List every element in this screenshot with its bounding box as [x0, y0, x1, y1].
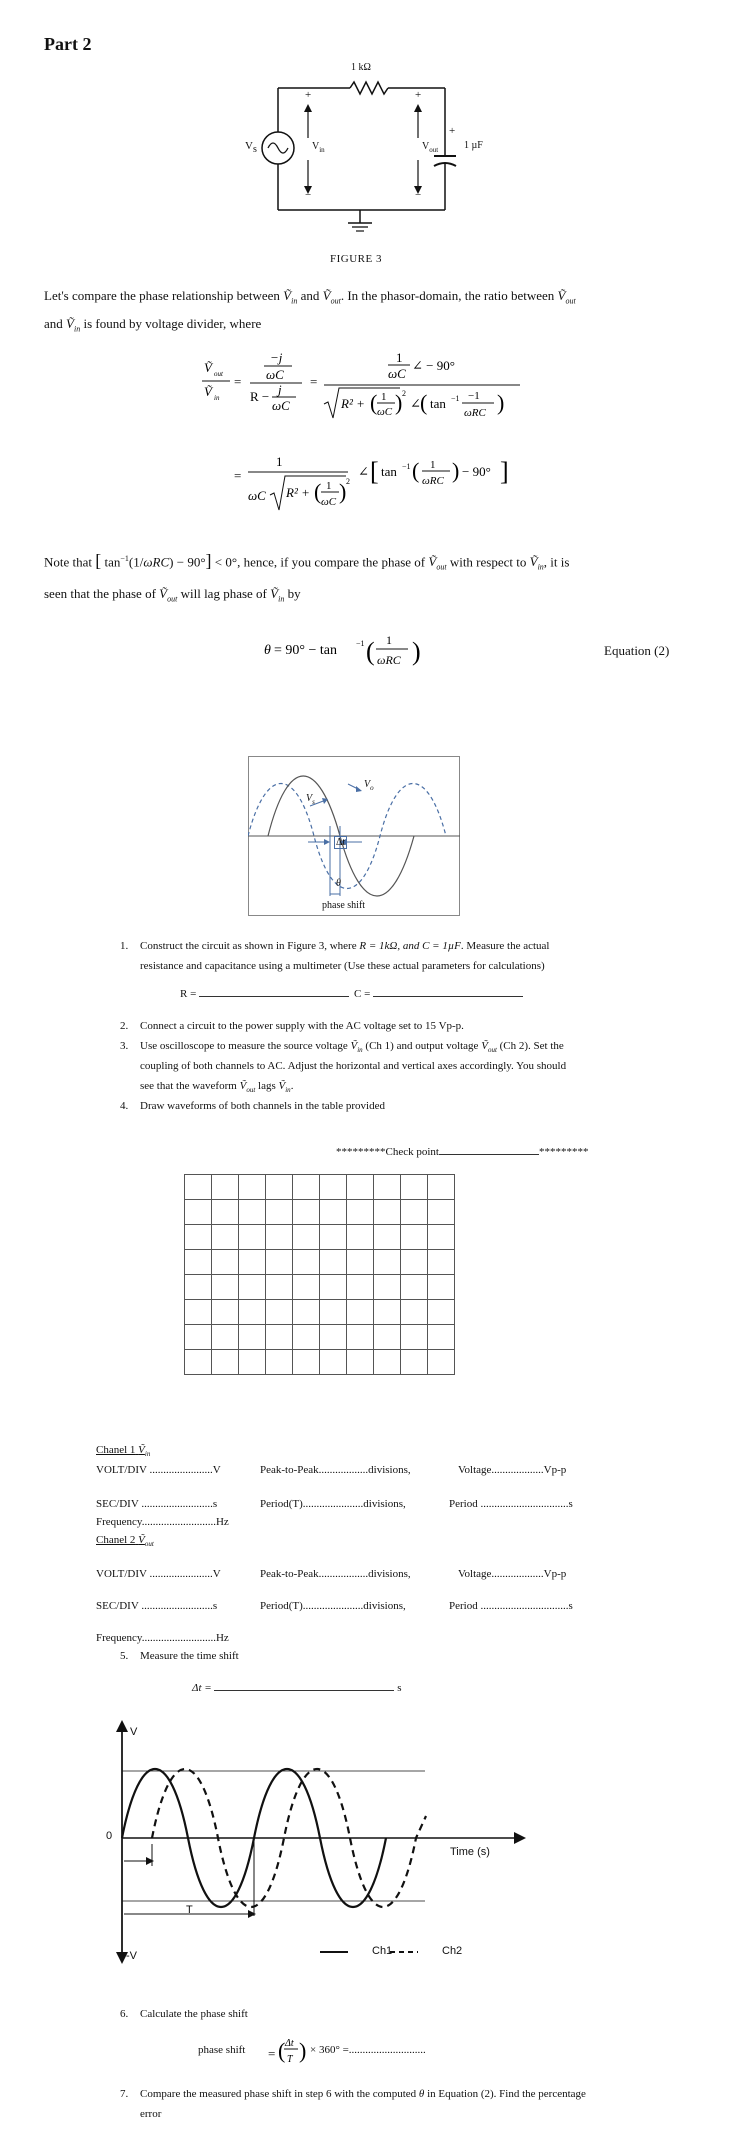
resistor-label: 1 kΩ	[351, 62, 371, 73]
figure-caption: FIGURE 3	[330, 253, 382, 265]
grid-cell[interactable]	[347, 1225, 374, 1250]
step-7-line-2: error	[140, 2108, 162, 2120]
c-measure-field: C =	[354, 984, 523, 1004]
diagram-phase-shift-label: phase shift	[322, 900, 366, 911]
step-3-line-1: Use oscilloscope to measure the source voltage Ṽ$_{in}$ (Ch 1) and output voltage Ṽ$_{out}$ (Ch 2). Set the	[140, 1040, 564, 1055]
grid-cell[interactable]	[293, 1300, 320, 1325]
svg-text:T: T	[287, 2054, 293, 2065]
vin-minus: −	[305, 189, 312, 201]
svg-text:[: [	[370, 457, 379, 486]
grid-cell[interactable]	[239, 1275, 266, 1300]
step-6-text: Calculate the phase shift	[140, 2008, 248, 2020]
theta-equation	[262, 622, 432, 678]
grid-cell[interactable]	[185, 1200, 212, 1225]
step-5-text: Measure the time shift	[140, 1650, 239, 1662]
step-4-number: 4.	[120, 1100, 129, 1112]
svg-text:): )	[452, 458, 460, 483]
svg-text:(: (	[278, 2038, 286, 2063]
svg-text:−j: −j	[270, 350, 283, 365]
grid-cell[interactable]	[374, 1275, 401, 1300]
grid-cell[interactable]	[266, 1250, 293, 1275]
grid-cell[interactable]	[320, 1325, 347, 1350]
svg-text:1: 1	[276, 454, 283, 469]
grid-cell[interactable]	[266, 1225, 293, 1250]
legend-ch1: Ch1	[372, 1945, 393, 1957]
graph-v-top: V	[130, 1726, 138, 1738]
svg-text:1: 1	[381, 391, 387, 403]
svg-text:ωC: ωC	[377, 406, 393, 418]
svg-text:=: =	[310, 374, 318, 389]
capacitor-label: 1 µF	[464, 140, 483, 151]
svg-text:= 90° − tan: = 90° − tan	[274, 643, 337, 658]
grid-row	[185, 1175, 455, 1200]
step-3-line-2: coupling of both channels to AC. Adjust the horizontal and vertical axes accordingly. You should	[140, 1060, 567, 1072]
grid-cell[interactable]	[401, 1275, 428, 1300]
vs-label: $V_s$	[245, 140, 257, 156]
svg-text:ωC: ωC	[321, 496, 337, 508]
grid-cell[interactable]	[293, 1175, 320, 1200]
svg-text:in: in	[214, 394, 220, 402]
step-2-text: Connect a circuit to the power supply with the AC voltage set to 15 Vp-p.	[140, 1020, 464, 1032]
svg-text:ωC: ωC	[266, 367, 284, 382]
graph-zero: 0	[106, 1830, 113, 1842]
ch1-voltage: Voltage...................Vp-p	[458, 1464, 567, 1476]
grid-row	[185, 1325, 455, 1350]
svg-text:): )	[395, 390, 403, 415]
grid-row	[185, 1250, 455, 1275]
step-2-number: 2.	[120, 1020, 129, 1032]
grid-cell[interactable]	[374, 1225, 401, 1250]
grid-cell[interactable]	[185, 1325, 212, 1350]
svg-text:1: 1	[326, 480, 332, 492]
ch2-voltage: Voltage...................Vp-p	[458, 1568, 567, 1580]
svg-text:=: =	[268, 2046, 276, 2061]
step-6-number: 6.	[120, 2008, 129, 2020]
svg-text:tan: tan	[430, 396, 446, 411]
svg-text:ωC: ωC	[248, 488, 266, 503]
svg-text:R² +: R² +	[341, 396, 365, 411]
grid-cell[interactable]	[212, 1325, 239, 1350]
grid-row	[185, 1300, 455, 1325]
svg-text:Ṽ: Ṽ	[204, 384, 212, 399]
grid-cell[interactable]	[266, 1275, 293, 1300]
grid-cell[interactable]	[293, 1225, 320, 1250]
grid-cell[interactable]	[212, 1200, 239, 1225]
r-measure-field: R =	[180, 984, 349, 1004]
grid-cell[interactable]	[401, 1250, 428, 1275]
svg-text:1: 1	[396, 350, 403, 365]
waveform-graph	[100, 1716, 540, 1966]
svg-text:∠: ∠	[410, 396, 421, 411]
grid-cell[interactable]	[320, 1200, 347, 1225]
grid-cell[interactable]	[185, 1350, 212, 1375]
ch1-frequency: Frequency...........................Hz	[96, 1516, 229, 1528]
phase-shift-formula-tail: × 360° =............................	[310, 2044, 426, 2056]
svg-text:): )	[412, 637, 421, 666]
ch1-period-divisions: Period(T)......................divisions,	[260, 1498, 406, 1510]
channel-2-title: Chanel 2 Ṽ$_{out}$	[96, 1534, 154, 1549]
svg-text:j: j	[278, 382, 282, 397]
svg-text:1: 1	[386, 633, 392, 647]
grid-cell[interactable]	[212, 1250, 239, 1275]
grid-cell[interactable]	[374, 1250, 401, 1275]
svg-text:−1: −1	[402, 462, 411, 471]
grid-cell[interactable]	[347, 1250, 374, 1275]
grid-cell[interactable]	[185, 1250, 212, 1275]
step-7-number: 7.	[120, 2088, 129, 2100]
grid-cell[interactable]	[347, 1275, 374, 1300]
grid-cell[interactable]	[428, 1325, 455, 1350]
grid-cell[interactable]	[293, 1275, 320, 1300]
grid-cell[interactable]	[212, 1300, 239, 1325]
cap-plus: +	[449, 125, 456, 137]
grid-cell[interactable]	[428, 1175, 455, 1200]
grid-row	[185, 1225, 455, 1250]
vout-minus: −	[415, 189, 422, 201]
step-4-text: Draw waveforms of both channels in the table provided	[140, 1100, 385, 1112]
grid-cell[interactable]	[239, 1350, 266, 1375]
ch2-frequency: Frequency...........................Hz	[96, 1632, 229, 1644]
svg-text:∠: ∠	[358, 464, 369, 479]
grid-cell[interactable]	[266, 1175, 293, 1200]
grid-cell[interactable]	[428, 1225, 455, 1250]
grid-cell[interactable]	[320, 1225, 347, 1250]
svg-text:out: out	[214, 370, 223, 378]
grid-cell[interactable]	[428, 1250, 455, 1275]
grid-cell[interactable]	[374, 1350, 401, 1375]
grid-cell[interactable]	[320, 1300, 347, 1325]
grid-cell[interactable]	[401, 1350, 428, 1375]
grid-cell[interactable]	[239, 1300, 266, 1325]
svg-text:(: (	[314, 479, 322, 504]
grid-cell[interactable]	[320, 1350, 347, 1375]
phase-shift-fraction	[268, 2030, 308, 2070]
grid-cell[interactable]	[239, 1200, 266, 1225]
equation-2-label: Equation (2)	[604, 643, 670, 658]
svg-text:): )	[299, 2038, 307, 2063]
grid-cell[interactable]	[428, 1350, 455, 1375]
step-1-number: 1.	[120, 940, 129, 952]
part-title: Part 2	[44, 34, 92, 54]
grid-cell[interactable]	[266, 1300, 293, 1325]
step-5-number: 5.	[120, 1650, 129, 1662]
svg-text:ωC: ωC	[272, 398, 290, 413]
ch2-period: Period ................................s	[449, 1600, 573, 1612]
grid-cell[interactable]	[185, 1300, 212, 1325]
vin-label: $V_{in}$	[312, 141, 325, 154]
svg-text:−1: −1	[356, 639, 365, 648]
grid-cell[interactable]	[401, 1175, 428, 1200]
grid-cell[interactable]	[320, 1250, 347, 1275]
grid-cell[interactable]	[239, 1250, 266, 1275]
svg-text:ωC: ωC	[388, 366, 406, 381]
legend-ch2: Ch2	[442, 1945, 463, 1957]
grid-cell[interactable]	[401, 1225, 428, 1250]
grid-cell[interactable]	[401, 1300, 428, 1325]
graph-time-label: Time (s)	[450, 1846, 490, 1858]
diagram-dt-label: Δt	[336, 837, 346, 848]
svg-text:=: =	[234, 374, 242, 389]
phase-shift-formula-label: phase shift	[198, 2044, 246, 2056]
grid-cell[interactable]	[266, 1200, 293, 1225]
grid-cell[interactable]	[428, 1200, 455, 1225]
svg-text:(: (	[370, 390, 378, 415]
diagram-vs-label: $V_s$	[306, 793, 315, 806]
grid-cell[interactable]	[239, 1225, 266, 1250]
intro-line-1: Let's compare the phase relationship between Ṽ$_{in}$ and Ṽ$_{out}$. In the phasor-domain, the ratio between Ṽ$_{out}$	[44, 288, 576, 306]
grid-cell[interactable]	[347, 1300, 374, 1325]
svg-text:): )	[497, 390, 505, 415]
svg-text:−1: −1	[468, 390, 480, 402]
ch2-period-divisions: Period(T)......................divisions,	[260, 1600, 406, 1612]
step-3-number: 3.	[120, 1040, 129, 1052]
svg-text:=: =	[234, 468, 242, 483]
grid-cell[interactable]	[266, 1350, 293, 1375]
vout-plus: +	[415, 89, 422, 101]
graph-period-label: T	[186, 1904, 193, 1916]
grid-cell[interactable]	[212, 1275, 239, 1300]
vout-label: $V_{out}$	[422, 141, 439, 154]
time-shift-field: Δt = s	[192, 1678, 401, 1698]
svg-text:ωRC: ωRC	[422, 475, 444, 487]
grid-cell[interactable]	[374, 1200, 401, 1225]
grid-cell[interactable]	[428, 1300, 455, 1325]
svg-text:1: 1	[430, 459, 436, 471]
grid-cell[interactable]	[185, 1225, 212, 1250]
grid-cell[interactable]	[320, 1275, 347, 1300]
circuit-diagram	[250, 60, 510, 270]
diagram-theta-label: θ	[336, 878, 341, 889]
grid-cell[interactable]	[293, 1200, 320, 1225]
grid-cell[interactable]	[212, 1175, 239, 1200]
svg-text:ωRC: ωRC	[377, 653, 401, 667]
channel-1-title: Chanel 1 Ṽ$_{in}$	[96, 1444, 151, 1459]
svg-text:2: 2	[346, 477, 350, 486]
svg-text:ωRC: ωRC	[464, 407, 486, 419]
grid-cell[interactable]	[212, 1225, 239, 1250]
phase-shift-diagram	[248, 756, 460, 916]
ch1-peak-to-peak: Peak-to-Peak..................divisions,	[260, 1464, 411, 1476]
ch1-sec-div: SEC/DIV ..........................s	[96, 1498, 218, 1510]
note-line-2: seen that the phase of Ṽ$_{out}$ will lag phase of Ṽ$_{in}$ by	[44, 586, 301, 604]
svg-text:tan: tan	[381, 464, 397, 479]
grid-cell[interactable]	[374, 1325, 401, 1350]
grid-cell[interactable]	[374, 1300, 401, 1325]
ch2-volt-div: VOLT/DIV .......................V	[96, 1568, 221, 1580]
grid-row	[185, 1200, 455, 1225]
step-7-line-1: Compare the measured phase shift in step 6 with the computed θ in Equation (2). Find the percentage	[140, 2088, 586, 2100]
svg-text:∠ − 90°: ∠ − 90°	[412, 358, 455, 373]
grid-cell[interactable]	[347, 1350, 374, 1375]
vin-plus: +	[305, 89, 312, 101]
grid-cell[interactable]	[212, 1350, 239, 1375]
intro-line-2: and Ṽ$_{in}$ is found by voltage divider, where	[44, 316, 262, 334]
svg-text:): )	[339, 479, 347, 504]
grid-cell[interactable]	[293, 1325, 320, 1350]
ch1-volt-div: VOLT/DIV .......................V	[96, 1464, 221, 1476]
grid-cell[interactable]	[347, 1325, 374, 1350]
grid-cell[interactable]	[293, 1250, 320, 1275]
grid-cell[interactable]	[185, 1275, 212, 1300]
transfer-function-equation	[200, 350, 530, 530]
grid-row	[185, 1350, 455, 1375]
grid-cell[interactable]	[239, 1325, 266, 1350]
step-3-line-3: see that the waveform Ṽ$_{out}$ lags Ṽ$_{in}$.	[140, 1080, 294, 1095]
grid-cell[interactable]	[185, 1175, 212, 1200]
svg-text:Ṽ: Ṽ	[204, 360, 212, 375]
grid-cell[interactable]	[293, 1350, 320, 1375]
resistor-symbol	[350, 82, 388, 94]
step-1-line-1: Construct the circuit as shown in Figure 3, where R = 1kΩ, and C = 1µF. Measure the actual	[140, 940, 550, 952]
ch1-period: Period ................................s	[449, 1498, 573, 1510]
grid-cell[interactable]	[401, 1325, 428, 1350]
diagram-vo-label: $V_o$	[364, 779, 374, 792]
ch2-sec-div: SEC/DIV ..........................s	[96, 1600, 218, 1612]
grid-cell[interactable]	[428, 1275, 455, 1300]
waveform-grid[interactable]	[184, 1174, 455, 1375]
grid-cell[interactable]	[266, 1325, 293, 1350]
svg-text:(: (	[366, 637, 375, 666]
checkpoint-line: *********Check point *********	[336, 1142, 588, 1158]
grid-cell[interactable]	[374, 1175, 401, 1200]
svg-text:(: (	[420, 390, 428, 415]
grid-cell[interactable]	[320, 1175, 347, 1200]
grid-cell[interactable]	[347, 1175, 374, 1200]
svg-text:R −: R −	[250, 389, 270, 404]
svg-text:Δt: Δt	[285, 2038, 294, 2049]
grid-row	[185, 1275, 455, 1300]
svg-text:R² +: R² +	[286, 485, 310, 500]
grid-cell[interactable]	[239, 1175, 266, 1200]
svg-text:θ: θ	[264, 643, 271, 658]
svg-text:−1: −1	[451, 394, 460, 403]
svg-text:]: ]	[500, 457, 509, 486]
ch2-peak-to-peak: Peak-to-Peak..................divisions,	[260, 1568, 411, 1580]
grid-cell[interactable]	[347, 1200, 374, 1225]
graph-v-bottom: -V	[126, 1950, 137, 1962]
svg-text:− 90°: − 90°	[462, 464, 491, 479]
grid-cell[interactable]	[401, 1200, 428, 1225]
svg-text:(: (	[412, 458, 420, 483]
svg-text:2: 2	[402, 389, 406, 398]
note-line-1: Note that [ $\tan^{-1}(1/\omega RC) - 90^\circ] < 0^\circ$, hence, if you compare the phase of Ṽ$_{out}$ with respect to Ṽ$_{in}$, it is	[44, 550, 570, 572]
step-1-line-2: resistance and capacitance using a multimeter (Use these actual parameters for calculations)	[140, 960, 545, 972]
